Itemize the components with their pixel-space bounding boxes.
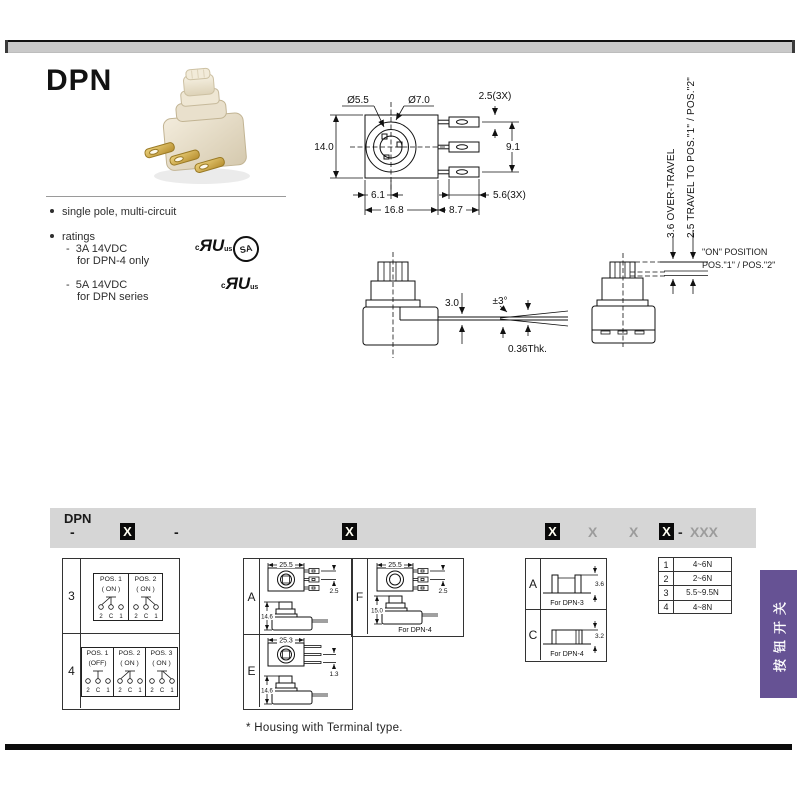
frame-left-cap — [5, 40, 8, 53]
dim-center: 6.1 — [371, 190, 385, 201]
dim-angle: ±3° — [492, 296, 508, 307]
rating-1-line-1 — [66, 243, 127, 255]
button-c-label: C — [526, 610, 541, 660]
term-c: C — [108, 614, 114, 620]
poles-row-4-label: 4 — [63, 634, 81, 708]
ordering-code-5: X — [629, 524, 639, 540]
feature-bullet-2 — [50, 231, 95, 243]
circuit-cell — [82, 648, 114, 696]
button-a-label: A — [526, 559, 541, 609]
term-2: 2 — [99, 614, 103, 620]
term-c: C — [143, 614, 148, 620]
dim-dia-outer: Ø7.0 — [408, 95, 430, 106]
poles-row-3-label: 3 — [63, 559, 81, 633]
button-a-drawing — [541, 560, 605, 609]
side-view-drawing — [350, 248, 585, 363]
force-row — [659, 586, 731, 600]
page-title: DPN — [46, 64, 113, 97]
ordering-code-bar — [50, 508, 756, 548]
pos-state: (OFF) — [88, 660, 107, 667]
ul-us: us — [250, 284, 259, 291]
feature-bullet-1 — [50, 206, 176, 218]
frame-bottom-bar — [5, 744, 792, 750]
divider-line — [46, 196, 286, 197]
pos-state: ( ON ) — [101, 586, 121, 593]
circuit-cell — [129, 574, 162, 620]
circuit-cell — [146, 648, 177, 696]
pos-header: POS. 1 — [86, 650, 109, 657]
pos-header: POS. 2 — [134, 576, 157, 583]
style-a-drawing — [260, 560, 352, 634]
ordering-prefix: DPN — [64, 511, 92, 526]
pos-state: ( ON ) — [120, 660, 139, 667]
dim-f-pitch: 2.5 — [438, 588, 448, 595]
ul-c: c — [221, 281, 226, 290]
term-1: 1 — [119, 614, 123, 620]
dim-e-pitch: 1.3 — [329, 671, 339, 678]
switch-symbol-on — [131, 594, 161, 620]
bullet-dot — [50, 209, 54, 213]
force-row — [659, 572, 731, 586]
ul-recognized-icon — [195, 238, 232, 253]
force-row — [659, 558, 731, 572]
button-a-note: For DPN-3 — [550, 600, 584, 607]
ordering-dash-2: - — [174, 524, 179, 540]
rating-1-line-2: for DPN-4 only — [77, 255, 150, 267]
on-position-line-2: POS."1" / POS."2" — [702, 260, 776, 270]
circuit-box-row-3 — [93, 573, 163, 621]
dim-offset: 3.0 — [445, 298, 459, 309]
dim-pitch: 2.5(3X) — [478, 91, 512, 102]
switch-symbol-on — [115, 668, 145, 694]
ordering-code-6: X — [659, 523, 674, 540]
front-view-drawing — [585, 250, 665, 350]
csa-text: SA — [238, 242, 254, 256]
feature-text-1: single pole, multi-circuit — [62, 206, 177, 218]
dim-f-width: 25.5 — [388, 562, 402, 569]
term-c: C — [159, 688, 164, 694]
csa-mark-icon — [231, 234, 262, 265]
pos-header: POS. 1 — [100, 576, 122, 583]
force-key: 2 — [659, 572, 674, 585]
dim-e-width: 25.3 — [279, 637, 293, 645]
style-a-label: A — [244, 559, 260, 634]
pos-state: ( ON ) — [136, 586, 155, 593]
dim-e-height: 14.6 — [261, 688, 273, 695]
term-1: 1 — [169, 688, 174, 694]
dim-a-pitch: 2.5 — [329, 588, 339, 595]
dim-button-c: 3.2 — [595, 633, 605, 640]
housing-style-table — [243, 558, 353, 710]
dim-button-a: 3.6 — [595, 581, 605, 588]
dim-f-height: 15.0 — [371, 608, 383, 615]
term-1: 1 — [105, 688, 110, 694]
term-2: 2 — [149, 688, 154, 694]
style-f-label: F — [352, 559, 368, 634]
dim-span: 9.1 — [506, 142, 520, 153]
label-on-position — [702, 246, 775, 272]
style-f-note: For DPN-4 — [398, 627, 432, 634]
ordering-dash-3: - — [678, 524, 683, 540]
label-travel-to-pos: 2.5 TRAVEL TO POS."1" / POS."2" — [686, 76, 697, 238]
ul-ru: ЯU — [199, 236, 225, 255]
housing-style-table-f — [351, 558, 464, 637]
dim-height: 14.0 — [314, 142, 334, 153]
product-photo — [136, 62, 266, 190]
row-divider — [244, 634, 352, 635]
force-value: 2~6N — [692, 574, 713, 584]
ordering-dash-1: - — [70, 524, 75, 540]
rating-2-line-2: for DPN series — [77, 291, 149, 303]
side-tab — [760, 570, 797, 698]
ordering-code-4: X — [588, 524, 598, 540]
feature-text-2: ratings — [62, 231, 96, 243]
switch-symbol-off — [83, 668, 113, 694]
term-2: 2 — [133, 614, 138, 620]
force-table — [658, 557, 732, 614]
side-tab-label: 按钮开关 — [772, 595, 787, 673]
on-position-line-1: "ON" POSITION — [702, 247, 768, 257]
force-key: 4 — [659, 601, 674, 614]
switch-symbol-on — [96, 594, 126, 620]
circuit-cell — [94, 574, 129, 620]
pos-header: POS. 2 — [118, 650, 141, 657]
circuit-cell — [114, 648, 146, 696]
rating-2-value: 5A 14VDC — [75, 279, 128, 291]
pos-state: ( ON ) — [152, 660, 171, 667]
dim-dia-inner: Ø5.5 — [347, 95, 369, 106]
circuit-box-row-4 — [81, 647, 178, 697]
pos-header: POS. 3 — [150, 650, 173, 657]
rating-1-value: 3A 14VDC — [75, 243, 128, 255]
ul-recognized-icon-2 — [221, 276, 258, 291]
force-value: 4~6N — [692, 560, 713, 570]
term-c: C — [95, 688, 100, 694]
rating-2-line-1 — [66, 279, 127, 291]
dim-term-w: 5.6(3X) — [493, 190, 526, 201]
top-view-drawing — [312, 86, 562, 236]
dim-term-len: 8.7 — [449, 205, 463, 216]
bullet-dot — [50, 234, 54, 238]
button-c-note: For DPN-4 — [550, 651, 584, 658]
force-row — [659, 601, 731, 614]
term-2: 2 — [85, 688, 90, 694]
label-over-travel: 3.6 OVER-TRAVEL — [666, 148, 677, 238]
button-option-table — [525, 558, 607, 662]
dim-width: 16.8 — [384, 205, 404, 216]
rating-dash: - — [66, 243, 70, 255]
ordering-code-3: X — [545, 523, 560, 540]
term-1: 1 — [153, 614, 158, 620]
rating-dash: - — [66, 279, 70, 291]
dim-a-height: 14.6 — [261, 614, 273, 621]
term-2: 2 — [117, 688, 122, 694]
ordering-code-suffix: XXX — [690, 524, 719, 540]
footnote: * Housing with Terminal type. — [246, 722, 403, 734]
term-c: C — [127, 688, 132, 694]
dim-thickness: 0.36Thk. — [508, 344, 547, 355]
force-value: 4~8N — [692, 602, 713, 612]
poles-table — [62, 558, 180, 710]
ordering-code-1: X — [120, 523, 135, 540]
ul-ru: ЯU — [225, 274, 251, 293]
ul-us: us — [224, 246, 233, 253]
style-f-drawing — [368, 560, 462, 634]
ul-c: c — [195, 243, 200, 252]
force-key: 3 — [659, 586, 674, 599]
term-1: 1 — [137, 688, 142, 694]
force-key: 1 — [659, 558, 674, 571]
dim-a-width: 25.5 — [279, 562, 293, 569]
switch-symbol-on — [147, 668, 177, 694]
style-e-label: E — [244, 635, 260, 707]
button-c-drawing — [541, 611, 605, 660]
force-value: 5.5~9.5N — [686, 588, 719, 598]
style-e-drawing — [260, 636, 352, 707]
ordering-code-2: X — [342, 523, 357, 540]
